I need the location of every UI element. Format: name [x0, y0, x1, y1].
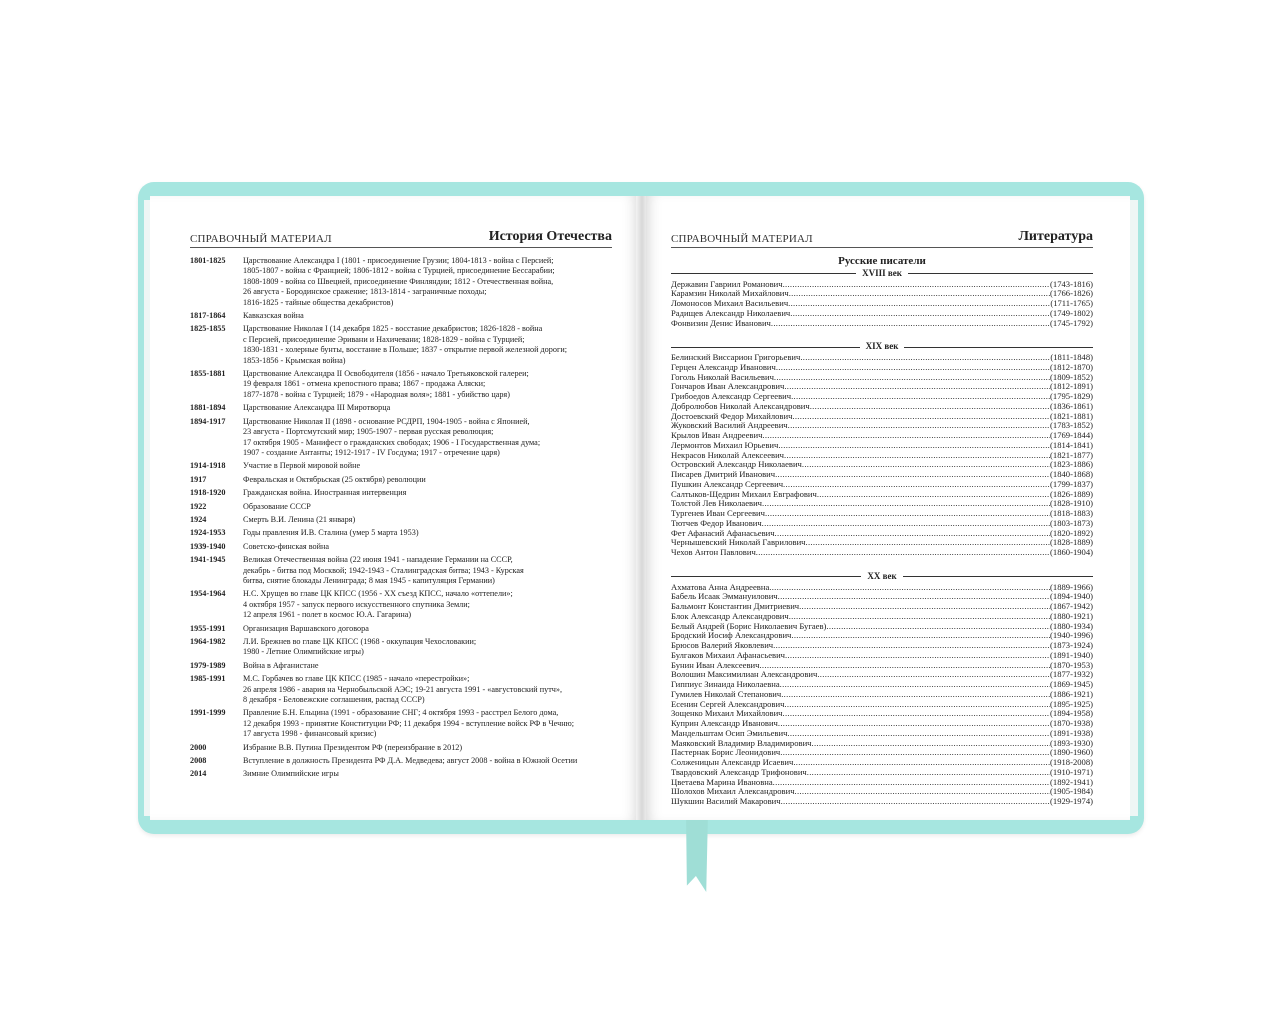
- century-group: [671, 269, 1093, 329]
- timeline-line: Война в Афганистане: [243, 660, 319, 670]
- timeline-line: 19 февраля 1861 - отмена крепостного права; 1867 - продажа Аляски;: [243, 379, 486, 389]
- timeline-year: 1825-1855: [190, 324, 226, 334]
- timeline-row: [190, 324, 630, 366]
- leader-dots: [800, 353, 1050, 363]
- writer-name: Чехов Антон Павлович: [671, 547, 756, 557]
- timeline-line: Избрание В.В. Путина Президентом РФ (переизбрание в 2012): [243, 742, 463, 752]
- timeline-line: 12 декабря 1993 - принятие Конституции РФ; 11 декабря 1994 - вступление войск РФ в Чечню;: [243, 718, 574, 728]
- writer-name: Жуковский Василий Андреевич: [671, 420, 788, 431]
- writer-row: [671, 548, 1093, 558]
- timeline-text: [243, 708, 630, 739]
- history-section-title: История Отечества: [488, 229, 612, 244]
- leader-dots: [762, 499, 1050, 509]
- timeline-row: [190, 311, 630, 321]
- timeline-line: Н.С. Хрущев во главе ЦК КПСС (1956 - XX съезд КПСС, начало «оттепели»;: [243, 589, 513, 599]
- timeline-year: 1939-1940: [190, 541, 226, 551]
- writer-years: (1895-1925): [1050, 698, 1093, 709]
- writer-row: [671, 319, 1093, 329]
- timeline-line: Участие в Первой мировой войне: [243, 461, 361, 471]
- writer-name: Лермонтов Михаил Юрьевич: [671, 439, 779, 450]
- timeline-row: [190, 475, 630, 485]
- timeline-text: [243, 461, 630, 471]
- leader-dots: [783, 709, 1051, 719]
- leader-dots: [793, 758, 1050, 768]
- timeline-line: Годы правления И.В. Сталина (умер 5 марта 1953): [243, 528, 419, 538]
- timeline-line: 1853-1856 - Крымская война): [243, 355, 346, 365]
- writer-years: (1891-1940): [1050, 649, 1093, 660]
- timeline-year: 2000: [190, 742, 207, 752]
- leader-dots: [781, 797, 1050, 807]
- timeline-line: Образование СССР: [243, 501, 311, 511]
- writer-name: Бабель Исаак Эммануилович: [671, 591, 778, 602]
- timeline-row: [190, 515, 630, 525]
- timeline-text: [243, 769, 630, 779]
- timeline-text: [243, 589, 630, 620]
- timeline-year: 1917: [190, 474, 207, 484]
- timeline-line: 1830-1831 - холерные бунты, восстание в Польше; 1837 - открытие первой железной дороги;: [243, 345, 567, 355]
- timeline-year: 2008: [190, 756, 207, 766]
- timeline-line: Царствование Александра I (1801 - присоединение Грузии; 1804-1813 - война с Персией;: [243, 256, 554, 265]
- writer-name: Бальмонт Константин Дмитриевич: [671, 601, 800, 611]
- writer-years: (1823-1886): [1050, 459, 1093, 470]
- leader-dots: [765, 509, 1050, 519]
- writer-name: Тютчев Федор Иванович: [671, 517, 762, 528]
- writer-name: Гиппиус Зинаида Николаевна: [671, 679, 780, 689]
- writer-name: Маяковский Владимир Владимирович: [671, 737, 812, 748]
- writer-years: (1890-1960): [1050, 747, 1093, 758]
- century-rule-right: [904, 347, 1093, 348]
- writer-row: [671, 797, 1093, 807]
- leader-dots: [810, 402, 1050, 412]
- writer-name: Цветаева Марина Ивановна: [671, 776, 773, 787]
- timeline-row: [190, 589, 630, 620]
- timeline-text: [243, 475, 630, 485]
- writer-name: Радищев Александр Николаевич: [671, 307, 791, 318]
- timeline-row: [190, 502, 630, 512]
- timeline-text: [243, 256, 630, 308]
- writer-name: Державин Гавриил Романович: [671, 278, 783, 289]
- writer-name: Бродский Иосиф Александрович: [671, 630, 792, 641]
- writer-years: (1745-1792): [1050, 317, 1093, 328]
- leader-dots: [799, 602, 1050, 612]
- writer-name: Мандельштам Осип Эмильевич: [671, 727, 788, 738]
- timeline-line: Царствование Александра III Миротворца: [243, 403, 391, 413]
- timeline-text: [243, 311, 630, 321]
- writer-years: (1812-1870): [1050, 361, 1093, 372]
- timeline-text: [243, 674, 630, 705]
- leader-dots: [776, 363, 1050, 373]
- writer-years: (1894-1958): [1050, 708, 1093, 719]
- writer-name: Фет Афанасий Афанасьевич: [671, 527, 775, 538]
- century-heading: [671, 572, 1093, 582]
- right-page: [646, 196, 1130, 820]
- leader-dots: [792, 412, 1050, 422]
- timeline-year: 1955-1991: [190, 623, 226, 633]
- leader-dots: [771, 319, 1050, 329]
- writer-name: Чернышевский Николай Гаврилович: [671, 537, 806, 548]
- timeline-row: [190, 624, 630, 634]
- writer-years: (1783-1852): [1050, 420, 1093, 431]
- timeline-line: декабрь - битва под Москвой; 1942-1943 - Сталинградская битва; 1943 - Курская: [243, 565, 524, 575]
- writer-name: Некрасов Николай Алексеевич: [671, 449, 784, 460]
- timeline-line: 12 апреля 1961 - полет в космос Ю.А. Гагарина): [243, 610, 412, 620]
- century-rule-right: [903, 576, 1093, 577]
- writer-name: Солженицын Александр Исаевич: [671, 757, 794, 767]
- timeline-line: 8 декабря - Беловежские соглашения, распад СССР): [243, 695, 425, 705]
- leader-dots: [769, 583, 1050, 593]
- timeline-year: 1922: [190, 501, 207, 511]
- writer-years: (1869-1945): [1050, 679, 1093, 689]
- timeline-line: 1980 - Летние Олимпийские игры): [243, 647, 364, 657]
- writer-name: Есенин Сергей Александрович: [671, 698, 785, 709]
- centuries-container: [671, 269, 1093, 807]
- writer-name: Гончаров Иван Александрович: [671, 381, 785, 392]
- writer-years: (1803-1873): [1050, 517, 1093, 528]
- timeline-row: [190, 637, 630, 658]
- timeline-text: [243, 743, 630, 753]
- leader-dots: [795, 787, 1051, 797]
- timeline-text: [243, 417, 630, 459]
- timeline-line: 23 августа - Портсмутский мир; 1905-1907 - первая русская революция;: [243, 427, 494, 437]
- writer-name: Бунин Иван Алексеевич: [671, 659, 760, 670]
- timeline-line: Организация Варшавского договора: [243, 623, 369, 633]
- timeline-year: 1954-1964: [190, 589, 226, 599]
- writer-name: Грибоедов Александр Сергеевич: [671, 391, 792, 401]
- timeline-line: 1816-1825 - тайные общества декабристов): [243, 297, 394, 307]
- writer-name: Шолохов Михаил Александрович: [671, 786, 795, 797]
- century-rule-left: [671, 576, 861, 577]
- century-rule-right: [908, 273, 1093, 274]
- writer-years: (1820-1892): [1050, 527, 1093, 538]
- writer-years: (1809-1852): [1050, 371, 1093, 382]
- leader-dots: [775, 529, 1050, 539]
- writer-name: Фонвизин Денис Иванович: [671, 317, 771, 328]
- timeline-year: 2014: [190, 769, 207, 779]
- leader-dots: [787, 729, 1050, 739]
- timeline-text: [243, 488, 630, 498]
- leader-dots: [789, 612, 1050, 622]
- timeline-line: Царствование Николая II (1898 - основание РСДРП, 1904-1905 - война с Японией,: [243, 416, 530, 426]
- century-heading: [671, 342, 1093, 352]
- writer-years: (1894-1940): [1050, 591, 1093, 602]
- writer-name: Толстой Лев Николаевич: [671, 498, 762, 509]
- writer-years: (1889-1966): [1050, 581, 1093, 592]
- timeline-year: 1855-1881: [190, 369, 226, 379]
- timeline-line: битва, снятие блокады Ленинграда; 8 мая 1945 - капитуляция Германии): [243, 575, 495, 585]
- century-title: XX век: [867, 570, 897, 581]
- timeline-year: 1941-1945: [190, 555, 226, 565]
- leader-dots: [802, 460, 1050, 470]
- timeline-row: [190, 542, 630, 552]
- leader-dots: [784, 382, 1050, 392]
- timeline-line: Великая Отечественная война (22 июня 1941 - нападение Германии на СССР,: [243, 555, 513, 565]
- leader-dots: [806, 538, 1051, 548]
- timeline-text: [243, 403, 630, 413]
- writer-name: Добролюбов Николай Александрович: [671, 400, 810, 411]
- timeline-line: Зимние Олимпийские игры: [243, 769, 339, 779]
- history-timeline: [190, 256, 630, 783]
- leader-dots: [791, 631, 1050, 641]
- timeline-row: [190, 743, 630, 753]
- leader-dots: [784, 700, 1050, 710]
- leader-dots: [788, 299, 1050, 309]
- writer-years: (1870-1938): [1050, 718, 1093, 728]
- timeline-row: [190, 369, 630, 400]
- leader-dots: [785, 651, 1050, 661]
- timeline-row: [190, 417, 630, 459]
- timeline-row: [190, 661, 630, 671]
- writer-years: (1867-1942): [1050, 601, 1093, 611]
- timeline-row: [190, 403, 630, 413]
- timeline-line: 1808-1809 - война со Швецией, присоединение Финляндии; 1812 - Отечественная война,: [243, 276, 554, 286]
- century-group: [671, 572, 1093, 807]
- writer-name: Шукшин Василий Макарович: [671, 796, 781, 806]
- literature-section-title: Литература: [1018, 229, 1093, 244]
- writer-years: (1910-1971): [1050, 766, 1093, 777]
- timeline-year: 1979-1989: [190, 660, 226, 670]
- century-title: XVIII век: [862, 267, 902, 278]
- timeline-line: 1805-1807 - война с Францией; 1806-1812 - война с Турцией, присоединение Бессарабии;: [243, 266, 555, 276]
- timeline-row: [190, 756, 630, 766]
- writer-years: (1940-1996): [1050, 630, 1093, 641]
- leader-dots: [778, 592, 1050, 602]
- century-rule-left: [671, 273, 856, 274]
- timeline-line: Царствование Александра II Освободителя (1856 - начало Третьяковской галереи;: [243, 369, 529, 379]
- timeline-line: М.С. Горбачев во главе ЦК КПСС (1985 - начало «перестройки»;: [243, 674, 470, 684]
- writer-years: (1821-1877): [1050, 449, 1093, 460]
- writer-years: (1886-1921): [1050, 688, 1093, 699]
- century-rule-left: [671, 347, 860, 348]
- writer-name: Гумилев Николай Степанович: [671, 688, 782, 699]
- writers-list: [671, 257, 1093, 820]
- timeline-row: [190, 528, 630, 538]
- leader-dots: [778, 441, 1050, 451]
- timeline-year: 1964-1982: [190, 637, 226, 646]
- writer-name: Ахматова Анна Андреевна: [671, 581, 770, 592]
- leader-dots: [783, 280, 1050, 290]
- writer-name: Твардовский Александр Трифонович: [671, 766, 807, 777]
- timeline-text: [243, 661, 630, 671]
- timeline-row: [190, 674, 630, 705]
- writer-years: (1799-1837): [1050, 478, 1093, 489]
- right-rubric: СПРАВОЧНЫЙ МАТЕРИАЛ: [671, 233, 813, 245]
- writer-name: Пастернак Борис Леонидович: [671, 747, 781, 758]
- leader-dots: [791, 392, 1050, 402]
- leader-dots: [783, 480, 1050, 490]
- timeline-row: [190, 488, 630, 498]
- timeline-row: [190, 461, 630, 471]
- leader-dots: [775, 470, 1050, 480]
- leader-dots: [788, 421, 1050, 431]
- timeline-line: Л.И. Брежнев во главе ЦК КПСС (1968 - оккупация Чехословакии;: [243, 637, 477, 646]
- writer-name: Писарев Дмитрий Иванович: [671, 469, 776, 479]
- timeline-line: 1907 - создание Антанты; 1912-1917 - IV Госдума; 1917 - отречение царя): [243, 447, 500, 457]
- leader-dots: [826, 622, 1050, 632]
- left-rubric: СПРАВОЧНЫЙ МАТЕРИАЛ: [190, 233, 332, 245]
- leader-dots: [789, 289, 1050, 299]
- writer-name: Ломоносов Михаил Васильевич: [671, 298, 789, 308]
- timeline-line: Кавказская война: [243, 311, 304, 321]
- century-heading: [671, 269, 1093, 279]
- timeline-text: [243, 502, 630, 512]
- writer-name: Островский Александр Николаевич: [671, 459, 802, 470]
- writer-years: (1711-1765): [1050, 298, 1093, 308]
- timeline-row: [190, 256, 630, 308]
- writer-years: (1880-1934): [1050, 620, 1093, 631]
- writer-years: (1891-1938): [1050, 727, 1093, 738]
- writer-years: (1828-1889): [1050, 537, 1093, 548]
- timeline-year: 1991-1999: [190, 708, 226, 718]
- leader-dots: [790, 309, 1050, 319]
- writer-years: (1749-1802): [1050, 307, 1093, 318]
- timeline-year: 1914-1918: [190, 461, 226, 471]
- writer-years: (1905-1984): [1050, 786, 1093, 797]
- timeline-line: Смерть В.И. Ленина (21 января): [243, 514, 356, 524]
- writer-name: Пушкин Александр Сергеевич: [671, 478, 784, 489]
- writer-name: Герцен Александр Иванович: [671, 361, 776, 372]
- writer-years: (1880-1921): [1050, 610, 1093, 621]
- timeline-line: Февральская и Октябрьская (25 октября) революции: [243, 474, 426, 484]
- timeline-row: [190, 708, 630, 739]
- writer-name: Куприн Александр Иванович: [671, 718, 778, 728]
- timeline-line: 17 августа 1998 - финансовый кризис): [243, 729, 377, 739]
- left-page-header: [190, 229, 612, 248]
- writer-name: Достоевский Федор Михайлович: [671, 410, 793, 421]
- leader-dots: [774, 373, 1050, 383]
- timeline-year: 1881-1894: [190, 403, 226, 413]
- timeline-line: 17 октября 1905 - Манифест о гражданских свободах; 1906 - I Государственная дума;: [243, 437, 541, 447]
- right-page-edge: [1130, 200, 1138, 816]
- writer-years: (1892-1941): [1050, 776, 1093, 787]
- writer-years: (1893-1930): [1050, 737, 1093, 748]
- timeline-text: [243, 324, 630, 366]
- writer-years: (1860-1904): [1050, 547, 1093, 557]
- timeline-line: 4 октября 1957 - запуск первого искусственного спутника Земли;: [243, 599, 470, 609]
- writer-years: (1821-1881): [1050, 410, 1093, 421]
- timeline-year: 1924-1953: [190, 528, 226, 538]
- writer-name: Гоголь Николай Васильевич: [671, 371, 774, 382]
- century-group: [671, 342, 1093, 558]
- writer-years: (1877-1932): [1050, 669, 1093, 680]
- leader-dots: [778, 719, 1050, 729]
- leader-dots: [781, 690, 1050, 700]
- writer-years: (1766-1826): [1050, 288, 1093, 299]
- writer-name: Булгаков Михаил Афанасьевич: [671, 649, 785, 660]
- timeline-line: Правление Б.Н. Ельцина (1991 - образование СНГ; 4 октября 1993 - расстрел Белого дома,: [243, 708, 559, 718]
- timeline-line: с Персией, присоединение Эривани и Нахичевани; 1828-1829 - война с Турцией;: [243, 334, 525, 344]
- leader-dots: [780, 680, 1050, 690]
- timeline-text: [243, 528, 630, 538]
- bookmark-ribbon: [686, 812, 708, 892]
- timeline-year: 1801-1825: [190, 256, 226, 265]
- leader-dots: [817, 670, 1050, 680]
- leader-dots: [812, 739, 1051, 749]
- writer-years: (1918-2008): [1050, 757, 1093, 767]
- timeline-year: 1924: [190, 514, 207, 524]
- writer-years: (1929-1974): [1050, 796, 1093, 806]
- timeline-line: Советско-финская война: [243, 541, 330, 551]
- timeline-year: 1985-1991: [190, 674, 226, 684]
- writer-name: Блок Александр Александрович: [671, 610, 789, 621]
- timeline-row: [190, 555, 630, 586]
- timeline-line: 26 апреля 1986 - авария на Чернобыльской АЭС; 19-21 августа 1991 - «августовский путч»,: [243, 684, 563, 694]
- timeline-year: 1918-1920: [190, 488, 226, 498]
- right-page-header: [671, 229, 1093, 248]
- timeline-line: Вступление в должность Президента РФ Д.А. Медведева; август 2008 - война в Южной Осетии: [243, 756, 578, 766]
- writer-years: (1795-1829): [1050, 391, 1093, 401]
- writer-name: Тургенев Иван Сергеевич: [671, 508, 765, 518]
- timeline-text: [243, 624, 630, 634]
- writer-years: (1873-1924): [1050, 640, 1093, 650]
- leader-dots: [756, 548, 1050, 558]
- writer-years: (1836-1861): [1050, 400, 1093, 411]
- writer-name: Салтыков-Щедрин Михаил Евграфович: [671, 488, 817, 499]
- timeline-text: [243, 542, 630, 552]
- writer-name: Брюсов Валерий Яковлевич: [671, 640, 774, 650]
- writer-years: (1828-1910): [1050, 498, 1093, 509]
- writer-name: Белый Андрей (Борис Николаевич Бугаев): [671, 620, 827, 631]
- writer-name: Карамзин Николай Михайлович: [671, 288, 789, 299]
- timeline-text: [243, 515, 630, 525]
- timeline-year: 1817-1864: [190, 311, 226, 321]
- century-title: XIX век: [865, 341, 899, 352]
- timeline-text: [243, 369, 630, 400]
- writer-years: (1818-1883): [1050, 508, 1093, 518]
- timeline-row: [190, 769, 630, 779]
- writer-years: (1826-1889): [1050, 488, 1093, 499]
- writers-title: Русские писатели: [838, 255, 926, 267]
- timeline-year: 1894-1917: [190, 416, 226, 426]
- timeline-text: [243, 756, 630, 766]
- writer-years: (1811-1848): [1050, 352, 1093, 362]
- timeline-line: 1877-1878 - война с Турцией; 1879 - «Народная воля»; 1881 - убийство царя): [243, 389, 510, 399]
- left-page: [150, 196, 638, 820]
- leader-dots: [762, 431, 1050, 441]
- writer-years: (1743-1816): [1050, 278, 1093, 289]
- leader-dots: [807, 768, 1050, 778]
- writer-name: Крылов Иван Андреевич: [671, 430, 763, 440]
- writer-years: (1870-1953): [1050, 659, 1093, 670]
- timeline-line: Царствование Николая I (14 декабря 1825 - восстание декабристов; 1826-1828 - война: [243, 324, 543, 334]
- writer-name: Зощенко Михаил Михайлович: [671, 708, 783, 719]
- leader-dots: [773, 778, 1050, 788]
- timeline-line: Гражданская война. Иностранная интервенция: [243, 488, 407, 498]
- writer-years: (1769-1844): [1050, 430, 1093, 440]
- leader-dots: [780, 748, 1050, 758]
- writer-years: (1812-1891): [1050, 381, 1093, 392]
- writer-years: (1814-1841): [1050, 439, 1093, 450]
- writer-years: (1840-1868): [1050, 469, 1093, 479]
- timeline-text: [243, 637, 630, 658]
- timeline-line: 26 августа - Бородинское сражение; 1813-1814 - заграничные походы;: [243, 287, 487, 297]
- timeline-text: [243, 555, 630, 586]
- leader-dots: [762, 519, 1050, 529]
- writer-name: Волошин Максимилиан Александрович: [671, 669, 818, 680]
- writer-name: Белинский Виссарион Григорьевич: [671, 352, 801, 362]
- leader-dots: [773, 641, 1050, 651]
- leader-dots: [784, 451, 1050, 461]
- leader-dots: [817, 490, 1050, 500]
